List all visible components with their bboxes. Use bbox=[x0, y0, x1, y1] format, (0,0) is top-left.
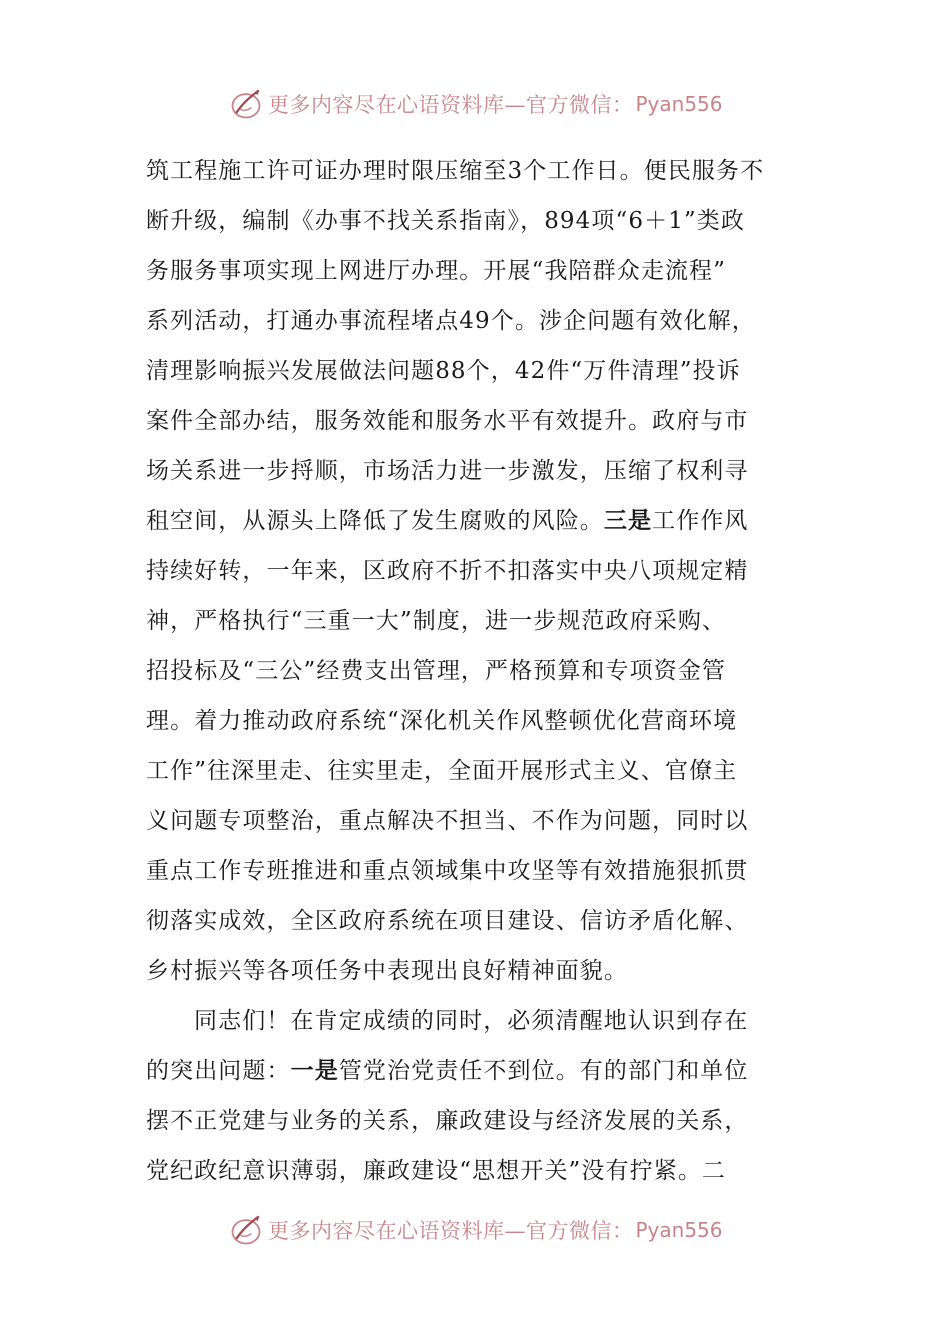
emphasis-text: 三是 bbox=[603, 507, 653, 534]
paragraph-line: 清理影响振兴发展做法问题88个，42件“万件清理”投诉 bbox=[146, 358, 741, 384]
paragraph-line: 乡村振兴等各项任务中表现出良好精神面貌。 bbox=[146, 958, 628, 984]
paragraph-line: 断升级，编制《办事不找关系指南》，894项“6＋1”类政 bbox=[146, 208, 745, 234]
paragraph-line: 摆不正党建与业务的关系，廉政建设与经济发展的关系， bbox=[146, 1108, 749, 1134]
line-text: 管党治党责任不到位。有的部门和单位 bbox=[338, 1058, 749, 1084]
paragraph-line: 场关系进一步捋顺，市场活力进一步激发，压缩了权利寻 bbox=[146, 458, 749, 484]
paragraph-line: 理。着力推动政府系统“深化机关作风整顿优化营商环境 bbox=[146, 708, 738, 734]
paragraph-line bbox=[146, 496, 816, 546]
paragraph-line: 彻落实成效，全区政府系统在项目建设、信访矛盾化解、 bbox=[146, 908, 749, 934]
paragraph-line: 招投标及“三公”经费支出管理，严格预算和专项资金管 bbox=[146, 658, 727, 684]
paragraph-line: 筑工程施工许可证办理时限压缩至3个工作日。便民服务不 bbox=[146, 158, 765, 184]
line-text: 租空间，从源头上降低了发生腐败的风险。 bbox=[146, 508, 604, 534]
line-text: 工作作风 bbox=[652, 508, 749, 534]
paragraph-line: 案件全部办结，服务效能和服务水平有效提升。政府与市 bbox=[146, 408, 749, 434]
header-watermark bbox=[228, 84, 723, 124]
line-text: 的突出问题： bbox=[146, 1058, 291, 1084]
footer-wechat-id: Pyan556 bbox=[635, 1218, 723, 1242]
paragraph-line: 党纪政纪意识薄弱，廉政建设“思想开关”没有拧紧。二 bbox=[146, 1158, 727, 1184]
header-wechat-id: Pyan556 bbox=[635, 92, 723, 116]
paragraph-line: 持续好转，一年来，区政府不折不扣落实中央八项规定精 bbox=[146, 558, 749, 584]
paragraph-line: 同志们！在肯定成绩的同时，必须清醒地认识到存在 bbox=[194, 1008, 749, 1034]
header-watermark-text: 更多内容尽在心语资料库—官方微信： bbox=[268, 93, 634, 117]
document-body bbox=[146, 146, 816, 1196]
pen-signature-icon bbox=[228, 86, 264, 122]
paragraph-line: 务服务事项实现上网进厅办理。开展“我陪群众走流程” bbox=[146, 258, 727, 284]
pen-signature-icon bbox=[228, 1212, 264, 1248]
paragraph-line: 工作”往深里走、往实里走，全面开展形式主义、官僚主 bbox=[146, 758, 738, 784]
paragraph-line: 义问题专项整治，重点解决不担当、不作为问题，同时以 bbox=[146, 808, 749, 834]
footer-watermark bbox=[228, 1210, 723, 1250]
footer-watermark-text: 更多内容尽在心语资料库—官方微信： bbox=[268, 1219, 634, 1243]
paragraph-line: 神，严格执行“三重一大”制度，进一步规范政府采购、 bbox=[146, 608, 727, 634]
paragraph-line: 重点工作专班推进和重点领域集中攻坚等有效措施狠抓贯 bbox=[146, 858, 749, 884]
emphasis-text: 一是 bbox=[290, 1057, 339, 1084]
paragraph-line bbox=[146, 1046, 816, 1096]
paragraph-line: 系列活动，打通办事流程堵点49个。涉企问题有效化解， bbox=[146, 308, 756, 334]
